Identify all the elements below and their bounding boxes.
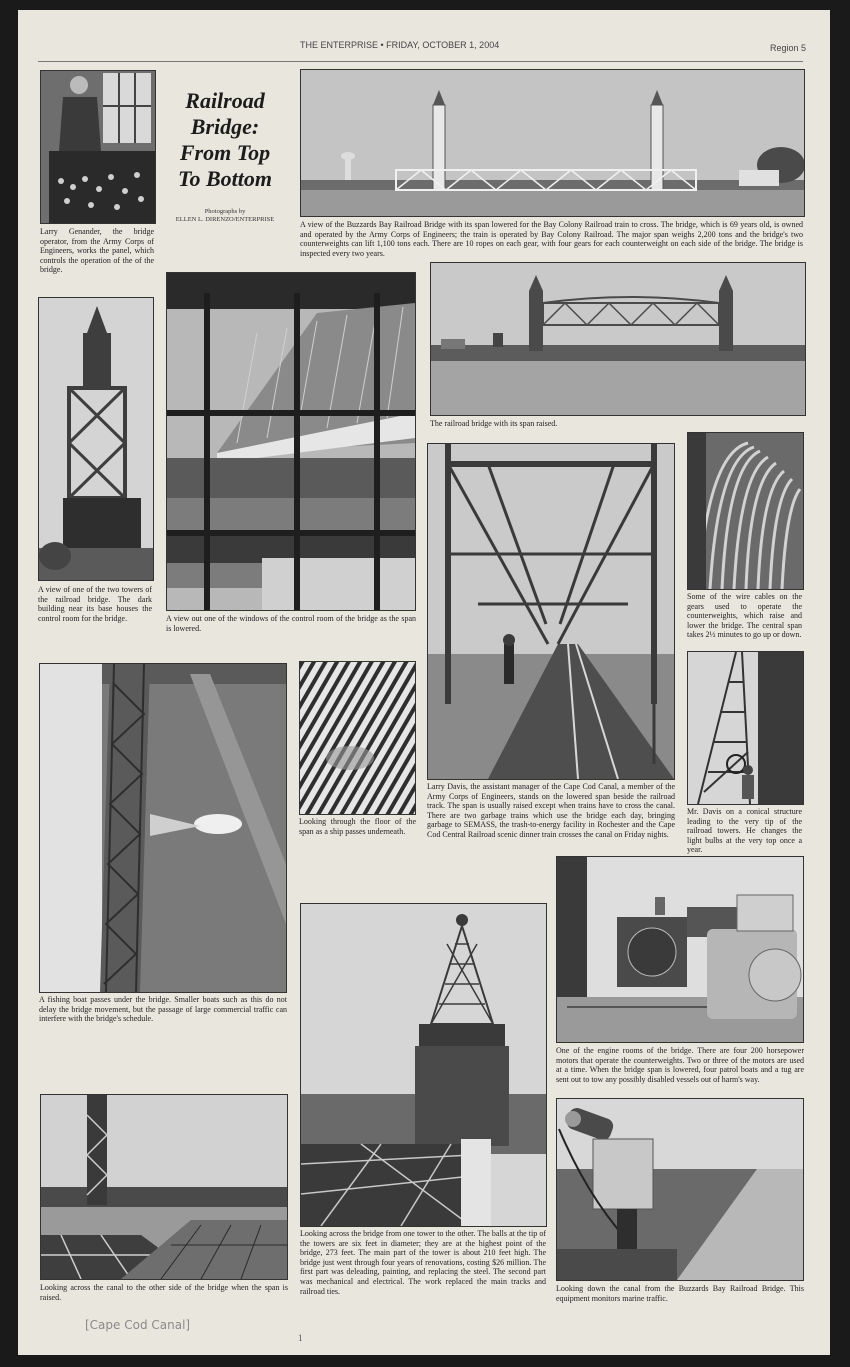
- caption-engine-room: One of the engine rooms of the bridge. There are four 200 horsepower motors that operate the counterweights. Two or three of the motors are used at a time. When the bridge span is lowered, four patrol boats and a tug are sent out to tow any possibly disabled vessels out of harm's way.: [556, 1046, 804, 1084]
- caption-conical: Mr. Davis on a conical structure leading to the very tip of the railroad towers. He changes the light bulbs at the very top once a year.: [687, 807, 802, 855]
- title-line: Railroad: [185, 88, 265, 113]
- caption-floor: Looking through the floor of the span as a ship passes underneath.: [299, 817, 416, 836]
- caption-across-canal: Looking across the canal to the other side of the bridge when the span is raised.: [40, 1283, 288, 1302]
- section-label: Region 5: [770, 43, 807, 53]
- title-line: Bridge:: [190, 114, 260, 139]
- photo-operator: [40, 70, 156, 224]
- fold-mark: 1: [298, 1333, 303, 1343]
- caption-davis: Larry Davis, the assistant manager of the Cape Cod Canal, a member of the Army Corps of Engineers, stands on the lowered span beside the railroad track. The span is usually raised except when trains have to cross the canal. There are two garbage trains which use the bridge each day, bringing garbage to SEMASS, the trash-to-energy facility in Rochester and the Cape Cod Central Railroad scenic dinner train crosses the canal on Friday nights.: [427, 782, 675, 839]
- caption-window: A view out one of the windows of the control room of the bridge as the span is lowered.: [166, 614, 416, 633]
- caption-span-lowered: A view of the Buzzards Bay Railroad Bridge with its span lowered for the Bay Colony Railroad train to cross. The bridge, which is 69 years old, is owned and operated by the Army Corps of Engineers; the train is operated by Bay Colony Railroad. The major span weighs 2,200 tons and the bridge's two counterweights can lift 1,100 tons each. There are 10 ropes on each gear, with four gears for each counterweight on each side of the bridge. The bridge is inspected every two years.: [300, 220, 803, 258]
- photo-tower: [38, 297, 154, 581]
- credit-line: Photographs by: [204, 208, 246, 215]
- caption-looking-down: Looking down the canal from the Buzzards Bay Railroad Bridge. This equipment monitors marine traffic.: [556, 1284, 804, 1303]
- title-line: From Top: [179, 140, 271, 165]
- photo-window: [166, 272, 416, 611]
- photo-fishing-boat: [39, 663, 287, 993]
- caption-fishing-boat: A fishing boat passes under the bridge. Smaller boats such as this do not delay the bridge movement, but the passage of large commercial traffic can interfere with the bridge's schedule.: [39, 995, 287, 1024]
- photo-looking-down: [556, 1098, 804, 1281]
- photo-engine-room: [556, 856, 804, 1043]
- title-line: To Bottom: [178, 166, 272, 191]
- caption-span-raised: The railroad bridge with its span raised.: [430, 419, 558, 428]
- photo-cables: [687, 432, 804, 590]
- feature-title: [166, 88, 284, 192]
- photo-tower-to-tower: [300, 903, 547, 1227]
- photo-span-lowered: [300, 69, 805, 217]
- photo-across-canal: [40, 1094, 288, 1280]
- photo-conical: [687, 651, 804, 805]
- photo-credit: [166, 208, 284, 224]
- caption-tower-to-tower: Looking across the bridge from one tower to the other. The balls at the tip of the towers are six feet in diameter; they are at the highest point of the bridge, 273 feet. The main part of the tower is about 210 feet high. The bridge just went through four years of renovations, costing $26 million. The first part was deleading, painting, and replacing the steel. The second part was mechanical and electrical. The work replaced the main tracks and railroad ties.: [300, 1229, 546, 1296]
- photo-span-raised: [430, 262, 806, 416]
- caption-operator: Larry Genander, the bridge operator, from the Army Corps of Engineers, works the panel, which controls the operation of the of the bridge.: [40, 227, 154, 275]
- handwritten-annotation: [Cape Cod Canal]: [85, 1318, 191, 1332]
- photo-davis: [427, 443, 675, 780]
- caption-tower: A view of one of the two towers of the railroad bridge. The dark building near its base houses the control room for the bridge.: [38, 585, 152, 623]
- header-rule: [38, 61, 803, 62]
- caption-cables: Some of the wire cables on the gears used to operate the counterweights, which raise and lower the bridge. The central span takes 2½ minutes to go up or down.: [687, 592, 802, 640]
- masthead: THE ENTERPRISE • FRIDAY, OCTOBER 1, 2004: [300, 40, 500, 50]
- photo-floor: [299, 661, 416, 815]
- credit-line: ELLEN L. DIRENZO/ENTERPRISE: [175, 216, 275, 223]
